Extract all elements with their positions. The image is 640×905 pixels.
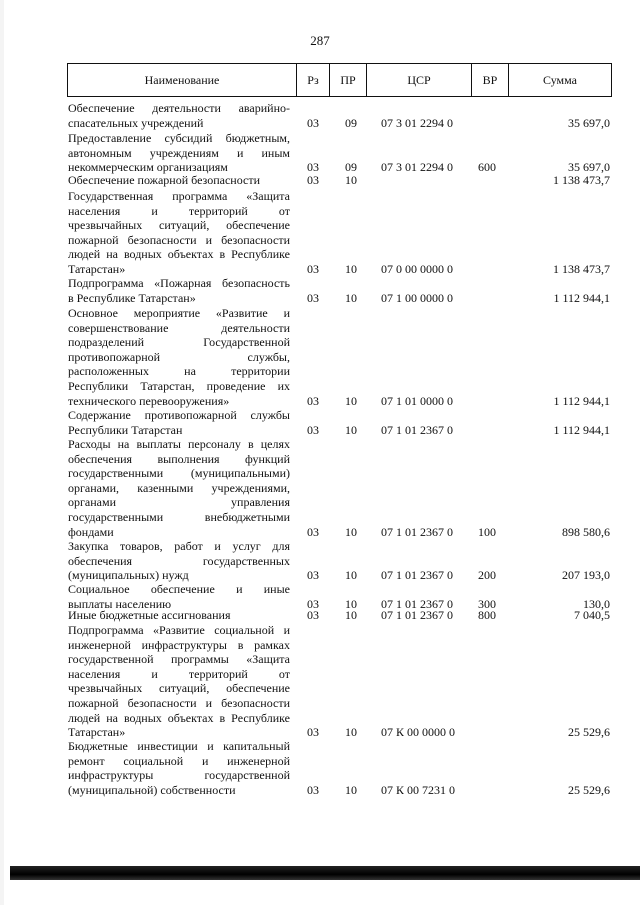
row-csr: 07 0 00 0000 0 [381, 262, 453, 276]
row-rz: 03 [307, 568, 319, 583]
row-pr: 09 [345, 160, 357, 175]
row-csr: 07 3 01 2294 0 [381, 160, 453, 175]
row-name-line: (муниципальных) нужд [68, 568, 189, 583]
row-name [68, 276, 290, 305]
row-name-line: ремонт социальной и инженерной [68, 753, 290, 768]
row-pr: 10 [345, 608, 357, 622]
row-name-line: Татарстан» [68, 725, 126, 740]
row-csr: 07 1 00 0000 0 [381, 290, 453, 305]
row-pr: 10 [345, 290, 357, 305]
row-sum: 130,0 [583, 596, 610, 611]
row-csr: 07 1 01 2367 0 [381, 596, 453, 611]
row-vr: 200 [478, 568, 496, 583]
row-rz: 03 [307, 725, 319, 740]
row-name-line: Государственная программа «Защита [68, 189, 290, 203]
row-name [68, 173, 290, 188]
row-sum: 207 193,0 [562, 568, 610, 583]
row-name-line: людей на водных объектах в Республике [68, 247, 290, 262]
row-name-line: органами, казенными учреждениями, [68, 480, 290, 495]
row-csr: 07 К 00 0000 0 [381, 725, 456, 740]
row-rz: 03 [307, 393, 319, 408]
row-name-line: Татарстан» [68, 261, 126, 276]
row-name-line: в Республике Татарстан» [68, 290, 196, 305]
header-csr: ЦСР [367, 64, 472, 96]
row-pr: 10 [345, 393, 357, 408]
row-name-line: Обеспечение пожарной безопасности [68, 173, 261, 187]
row-name [68, 582, 290, 611]
row-name-line: государственными (муниципальными) [68, 466, 290, 481]
row-pr: 10 [345, 596, 357, 611]
row-rz: 03 [307, 290, 319, 305]
row-sum: 7 040,5 [574, 608, 610, 622]
row-name-line: населения и территорий от [68, 666, 290, 681]
row-name-line: Закупка товаров, работ и услуг для [68, 539, 290, 553]
row-rz: 03 [307, 524, 319, 539]
row-rz: 03 [307, 596, 319, 611]
row-name-line: противопожарной службы, [68, 349, 290, 364]
row-rz: 03 [307, 160, 319, 175]
row-csr: 07 1 01 2367 0 [381, 568, 453, 583]
row-csr: 07 1 01 2367 0 [381, 524, 453, 539]
row-name-line: Бюджетные инвестиции и капитальный [68, 739, 290, 753]
row-vr: 800 [478, 608, 496, 622]
row-sum: 898 580,6 [562, 524, 610, 539]
header-name: Наименование [68, 64, 297, 96]
row-rz: 03 [307, 422, 319, 437]
page-number: 287 [310, 33, 330, 48]
row-name [68, 437, 290, 539]
row-name [68, 739, 290, 797]
row-rz: 03 [307, 173, 319, 187]
row-pr: 10 [345, 782, 357, 797]
row-pr: 10 [345, 262, 357, 276]
row-pr: 10 [345, 422, 357, 437]
row-name-line: выплаты населению [68, 596, 172, 611]
row-name-line: государственными внебюджетными [68, 509, 290, 524]
row-name [68, 623, 290, 740]
row-name-line: обеспечения государственных [68, 553, 290, 568]
header-vr: ВР [472, 64, 509, 96]
scan-edge [0, 0, 4, 905]
row-vr: 100 [478, 524, 496, 539]
row-csr: 07 1 01 0000 0 [381, 393, 453, 408]
row-name-line: обеспечения выполнения функций [68, 451, 290, 466]
row-name-line: населения и территорий от [68, 203, 290, 218]
row-sum: 25 529,6 [568, 725, 610, 740]
header-rz: Рз [297, 64, 330, 96]
row-name-line: Подпрограмма «Пожарная безопасность [68, 276, 290, 290]
row-name [68, 608, 290, 623]
row-name-line: Социальное обеспечение и иные [68, 582, 290, 596]
row-sum: 35 697,0 [568, 115, 610, 130]
row-name-line: совершенствование деятельности [68, 320, 290, 335]
row-sum: 1 138 473,7 [553, 262, 610, 276]
row-pr: 10 [345, 725, 357, 740]
row-name-line: пожарной безопасности и безопасности [68, 232, 290, 247]
row-pr: 10 [345, 568, 357, 583]
row-rz: 03 [307, 262, 319, 276]
row-name-line: Иные бюджетные ассигнования [68, 608, 231, 622]
row-name-line: автономным учреждениям и иным [68, 145, 290, 160]
row-name-line: Республики Татарстан, проведение их [68, 378, 290, 393]
row-name-line: технического перевооружения» [68, 393, 230, 408]
row-name-line: людей на водных объектах в Республике [68, 710, 290, 725]
scan-border-bar [10, 866, 640, 880]
row-name-line: инженерной инфраструктуры в рамках [68, 637, 290, 652]
row-name-line: пожарной безопасности и безопасности [68, 695, 290, 710]
row-name-line: Предоставление субсидий бюджетным, [68, 131, 290, 145]
row-sum: 35 697,0 [568, 160, 610, 175]
row-vr: 600 [478, 160, 496, 175]
row-name-line: Республики Татарстан [68, 422, 183, 437]
row-sum: 1 112 944,1 [553, 422, 610, 437]
row-pr: 10 [345, 524, 357, 539]
row-name [68, 306, 290, 408]
row-name-line: некоммерческим организациям [68, 160, 228, 175]
row-name [68, 539, 290, 583]
row-name-line: фондами [68, 524, 114, 539]
row-name-line: органами управления [68, 495, 290, 510]
row-name-line: Основное мероприятие «Развитие и [68, 306, 290, 320]
row-name-line: Подпрограмма «Развитие социальной и [68, 623, 290, 637]
row-name-line: Содержание противопожарной службы [68, 408, 290, 422]
row-rz: 03 [307, 782, 319, 797]
row-name-line: государственной программы «Защита [68, 652, 290, 667]
row-name-line: подразделений Государственной [68, 335, 290, 350]
row-sum: 1 112 944,1 [553, 393, 610, 408]
row-pr: 09 [345, 115, 357, 130]
row-name [68, 408, 290, 437]
row-name-line: расположенных на территории [68, 364, 290, 379]
row-name [68, 101, 290, 130]
row-csr: 07 3 01 2294 0 [381, 115, 453, 130]
row-name-line: (муниципальной) собственности [68, 782, 236, 797]
row-pr: 10 [345, 173, 357, 187]
row-sum: 1 138 473,7 [553, 173, 610, 187]
row-name-line: чрезвычайных ситуаций, обеспечение [68, 681, 290, 696]
row-sum: 1 112 944,1 [553, 290, 610, 305]
row-name [68, 189, 290, 277]
row-name-line: чрезвычайных ситуаций, обеспечение [68, 218, 290, 233]
row-csr: 07 1 01 2367 0 [381, 422, 453, 437]
row-name-line: Обеспечение деятельности аварийно- [68, 101, 290, 115]
row-name-line: инфраструктуры государственной [68, 768, 290, 783]
header-sum: Сумма [543, 72, 577, 87]
row-sum: 25 529,6 [568, 782, 610, 797]
row-csr: 07 К 00 7231 0 [381, 782, 456, 797]
row-name-line: Расходы на выплаты персоналу в целях [68, 437, 290, 451]
row-vr: 300 [478, 596, 496, 611]
row-csr: 07 1 01 2367 0 [381, 608, 453, 622]
row-rz: 03 [307, 608, 319, 622]
row-name [68, 131, 290, 175]
table-header [67, 63, 612, 97]
header-pr: ПР [330, 64, 367, 96]
row-name-line: спасательных учреждений [68, 115, 204, 130]
row-rz: 03 [307, 115, 319, 130]
